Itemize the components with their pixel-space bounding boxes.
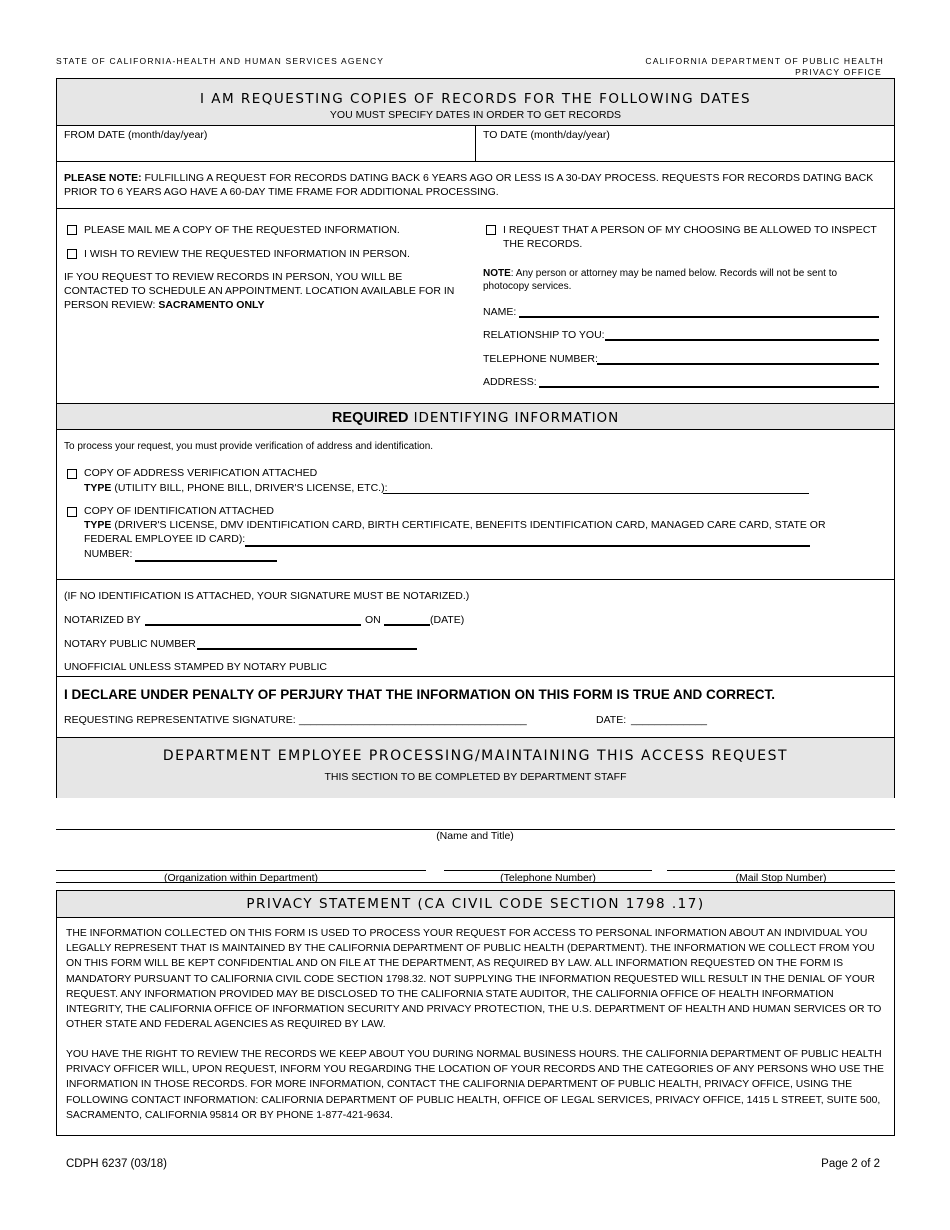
- from-date-label: FROM DATE (month/day/year): [64, 129, 208, 141]
- dates-subtitle: YOU MUST SPECIFY DATES IN ORDER TO GET RECORDS: [329, 109, 622, 121]
- telephone-label: (Telephone Number): [500, 872, 596, 884]
- notary-on-label: ON: [365, 614, 381, 626]
- address-verification-label: COPY OF ADDRESS VERIFICATION ATTACHED: [84, 467, 318, 479]
- identification-checkbox[interactable]: [67, 507, 77, 517]
- request-form: [56, 78, 895, 798]
- review-in-person-checkbox[interactable]: [67, 249, 77, 259]
- id-number-label: NUMBER:: [84, 548, 133, 560]
- signature-date-field[interactable]: _____________: [631, 714, 707, 726]
- notary-unofficial-note: UNOFFICIAL UNLESS STAMPED BY NOTARY PUBLIC: [64, 661, 327, 673]
- notary-date-field[interactable]: [384, 624, 430, 626]
- divider: [57, 208, 894, 209]
- privacy-paragraph-2: YOU HAVE THE RIGHT TO REVIEW THE RECORDS WE KEEP ABOUT YOU DURING NORMAL BUSINESS HOURS. THE CALIFORNIA DEPARTMENT OF PUBLIC HEALTH PRIVACY OFFICER WILL, UPON REQUEST, INFORM YOU REGARDING THE LOCATION OF YOUR RECORDS AND THE CATEGORIES OF ANY PERSONS WHO USE THE INFORMATION IN THOSE RECORDS. FOR MORE INFORMATION, CONTACT THE CALIFORNIA DEPARTMENT OF PUBLIC HEALTH, PRIVACY OFFICE, USING THE FOLLOWING CONTACT INFORMATION: CALIFORNIA DEPARTMENT OF PUBLIC HEALTH, OFFICE OF LEGAL SERVICES, PRIVACY OFFICE, 1415 L STREET, SUITE 500, SACRAMENTO, CALIFORNIA 95814 OR BY PHONE 1-877-421-9634.: [66, 1049, 884, 1121]
- mail-copy-checkbox[interactable]: [67, 225, 77, 235]
- from-date-field[interactable]: [65, 141, 469, 159]
- notarized-by-field[interactable]: [145, 624, 361, 626]
- privacy-header: [57, 891, 894, 918]
- review-in-person-label: I WISH TO REVIEW THE REQUESTED INFORMATION IN PERSON.: [84, 248, 410, 260]
- form-id: CDPH 6237 (03/18): [66, 1158, 167, 1170]
- notarized-by-label: NOTARIZED BY: [64, 614, 141, 626]
- rep-telephone-field[interactable]: [597, 363, 879, 365]
- rep-address-field[interactable]: [539, 386, 879, 388]
- agency-header: STATE OF CALIFORNIA-HEALTH AND HUMAN SERVICES AGENCY: [56, 56, 385, 66]
- department-title: DEPARTMENT EMPLOYEE PROCESSING/MAINTAINING THIS ACCESS REQUEST: [162, 748, 789, 764]
- rep-relationship-label: RELATIONSHIP TO YOU:: [483, 329, 605, 341]
- department-subtitle: THIS SECTION TO BE COMPLETED BY DEPARTMENT STAFF: [324, 771, 627, 783]
- review-note: [64, 270, 469, 312]
- identifying-section-header: [57, 403, 894, 430]
- privacy-office-header: PRIVACY OFFICE: [795, 67, 882, 77]
- address-type-label: [84, 481, 388, 495]
- divider: [57, 161, 894, 162]
- department-section: [57, 737, 894, 798]
- address-verification-checkbox[interactable]: [67, 469, 77, 479]
- to-date-label: TO DATE (month/day/year): [483, 129, 610, 141]
- identification-type-text: (DRIVER'S LICENSE, DMV IDENTIFICATION CARD, BIRTH CERTIFICATE, BENEFITS IDENTIFICATION CARD, MANAGED CARE CARD, STATE OR FEDERAL EMPLOYEE ID CARD):: [84, 519, 826, 545]
- id-number-field[interactable]: [135, 560, 277, 562]
- page-number: Page 2 of 2: [821, 1158, 880, 1170]
- mail-copy-label: PLEASE MAIL ME A COPY OF THE REQUESTED INFORMATION.: [84, 224, 400, 236]
- processing-note: [64, 171, 884, 199]
- rep-telephone-label: TELEPHONE NUMBER:: [483, 353, 598, 365]
- privacy-paragraph-1: THE INFORMATION COLLECTED ON THIS FORM IS USED TO PROCESS YOUR REQUEST FOR ACCESS TO PERSONAL INFORMATION ABOUT AN INDIVIDUAL YOU LEGALLY REPRESENT THAT IS MAINTAINED BY THE CALIFORNIA DEPARTMENT OF PUBLIC HEALTH (DEPARTMENT). THE INFORMATION WE COLLECT FROM YOU ON THIS FORM WILL BE KEPT CONFIDENTIAL AND ON FILE AT THE DEPARTMENT, AS REQUIRED BY LAW. ALL INFORMATION REQUESTED ON THE FORM IS MANDATORY PURSUANT TO CALIFORNIA CIVIL CODE SECTION 1798.32. NOT SUPPLYING THE INFORMATION REQUESTED WILL RESULT IN THE DENIAL OF YOUR REQUEST. ANY INFORMATION PROVIDED MAY BE DISCLOSED TO THE CALIFORNIA STATE AUDITOR, THE CALIFORNIA OFFICE OF HEALTH INFORMATION INTEGRITY, THE CALIFORNIA OFFICE OF INFORMATION SECURITY AND PRIVACY PROTECTION, THE U.S. DEPARTMENT OF HEALTH AND HUMAN SERVICES OR TO OTHER STATE AND FEDERAL AGENCIES AS REQUIRED BY LAW.: [66, 928, 882, 1031]
- representative-note: [483, 267, 883, 293]
- inspect-records-label: I REQUEST THAT A PERSON OF MY CHOOSING BE ALLOWED TO INSPECT THE RECORDS.: [503, 224, 877, 250]
- signature-field[interactable]: _______________________________________: [299, 714, 527, 726]
- divider: [56, 882, 895, 883]
- signature-date-label: DATE:: [596, 714, 627, 726]
- employee-name-label: (Name and Title): [436, 830, 514, 842]
- notary-note: (IF NO IDENTIFICATION IS ATTACHED, YOUR SIGNATURE MUST BE NOTARIZED.): [64, 590, 470, 602]
- dates-section-header: [57, 79, 894, 126]
- identifying-title-rest: IDENTIFYING INFORMATION: [408, 410, 620, 426]
- privacy-title: PRIVACY STATEMENT (CA CIVIL CODE SECTION 1798 .17): [246, 896, 705, 912]
- identification-label: COPY OF IDENTIFICATION ATTACHED: [84, 505, 274, 517]
- representative-note-label: NOTE: [483, 268, 511, 279]
- notary-public-number-label: NOTARY PUBLIC NUMBER: [64, 638, 196, 650]
- inspect-records-checkbox[interactable]: [486, 225, 496, 235]
- processing-note-label: PLEASE NOTE:: [64, 172, 142, 184]
- perjury-declaration: I DECLARE UNDER PENALTY OF PERJURY THAT THE INFORMATION ON THIS FORM IS TRUE AND CORRECT.: [64, 687, 776, 702]
- dates-divider: [475, 126, 476, 161]
- rep-address-label: ADDRESS:: [483, 376, 537, 388]
- to-date-field[interactable]: [483, 141, 887, 159]
- divider: [57, 579, 894, 580]
- address-type-field[interactable]: [383, 493, 809, 494]
- address-type-bold: TYPE: [84, 482, 112, 494]
- rep-name-field[interactable]: [519, 316, 879, 318]
- identification-type-bold: TYPE: [84, 519, 112, 531]
- identifying-title-bold: REQUIRED: [331, 410, 409, 426]
- identifying-title: [57, 409, 894, 426]
- processing-note-text: FULFILLING A REQUEST FOR RECORDS DATING BACK 6 YEARS AGO OR LESS IS A 30-DAY PROCESS. REQUESTS FOR RECORDS DATING BACK PRIOR TO 6 YEARS AGO HAVE A 60-DAY TIME FRAME FOR ADDITIONAL PROCESSING.: [64, 172, 874, 198]
- identification-type-field[interactable]: [245, 545, 810, 547]
- rep-relationship-field[interactable]: [605, 339, 879, 341]
- privacy-statement: [56, 890, 895, 1136]
- department-header: CALIFORNIA DEPARTMENT OF PUBLIC HEALTH: [645, 56, 884, 66]
- identification-type-label: [84, 518, 829, 546]
- notary-public-number-field[interactable]: [197, 648, 417, 650]
- identifying-intro: To process your request, you must provide verification of address and identification.: [64, 441, 434, 452]
- dates-title: I AM REQUESTING COPIES OF RECORDS FOR THE FOLLOWING DATES: [199, 91, 752, 107]
- notary-date-label: (DATE): [430, 614, 465, 626]
- rep-name-label: NAME:: [483, 306, 517, 318]
- organization-label: (Organization within Department): [163, 872, 319, 884]
- address-type-text: (UTILITY BILL, PHONE BILL, DRIVER'S LICENSE, ETC.):: [111, 482, 388, 494]
- mail-stop-label: (Mail Stop Number): [735, 872, 827, 884]
- representative-note-text: : Any person or attorney may be named below. Records will not be sent to photocopy services.: [483, 268, 838, 292]
- divider: [57, 676, 894, 677]
- signature-label: REQUESTING REPRESENTATIVE SIGNATURE:: [64, 714, 296, 726]
- review-location: SACRAMENTO ONLY: [158, 299, 265, 311]
- review-note-text: IF YOU REQUEST TO REVIEW RECORDS IN PERSON, YOU WILL BE CONTACTED TO SCHEDULE AN APPOINTMENT. LOCATION AVAILABLE FOR IN PERSON REVIEW:: [64, 271, 455, 311]
